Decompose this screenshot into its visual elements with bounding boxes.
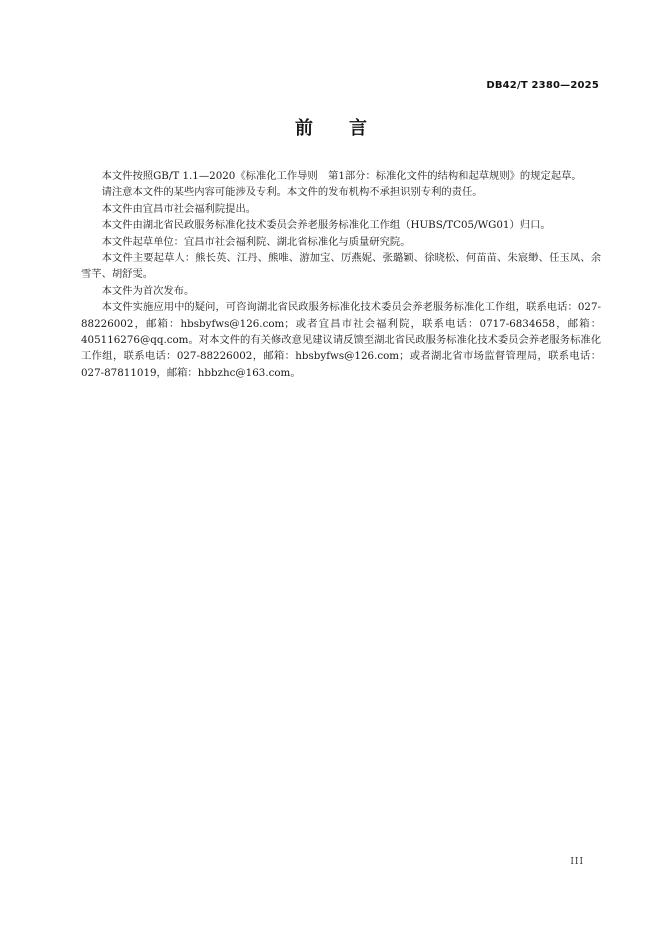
paragraph-proposer: 本文件由宜昌市社会福利院提出。 xyxy=(101,202,257,215)
document-code: DB42/T 2380—2025 xyxy=(486,80,599,91)
page-title: 前 言 xyxy=(295,118,367,139)
paragraph-drafting-rules: 本文件按照GB/T 1.1—2020《标准化工作导则 第1部分：标准化文件的结构和起草规则》的规定起草。 xyxy=(101,170,582,182)
page-number: III xyxy=(570,857,584,867)
paragraph-drafting-units: 本文件起草单位：宜昌市社会福利院、湖北省标准化与质量研究院。 xyxy=(101,235,411,248)
paragraph-first-release: 本文件为首次发布。 xyxy=(101,284,195,297)
foreword-body xyxy=(81,168,601,381)
paragraph-patent-notice: 请注意本文件的某些内容可能涉及专利。本文件的发布机构不承担识别专利的责任。 xyxy=(101,186,483,199)
paragraph-drafters: 本文件主要起草人：熊长英、江丹、熊唯、游加宝、厉燕妮、张璐颖、徐晓松、何苗苗、朱宸缈、任玉凤、余雪芊、胡舒雯。 xyxy=(81,252,601,281)
paragraph-contact-info: 本文件实施应用中的疑问，可咨询湖北省民政服务标准化技术委员会养老服务标准化工作组，联系电话：027-88226002，邮箱：hbsbyfws@126.com；或者宜昌市社会福利院，联系电话：0717-6834658，邮箱：405116276@qq.com。对本文件的有关修改意见建议请反馈至湖北省民政服务标准化技术委员会养老服务标准化工作组，联系电话：027-88226002，邮箱：hbsbyfws@126.com；或者湖北省市场监督管理局，联系电话：027-87811019，邮箱：hbbzhc@163.com。 xyxy=(81,301,601,379)
paragraph-centralized-by: 本文件由湖北省民政服务标准化技术委员会养老服务标准化工作组（HUBS/TC05/WG01）归口。 xyxy=(101,219,551,232)
